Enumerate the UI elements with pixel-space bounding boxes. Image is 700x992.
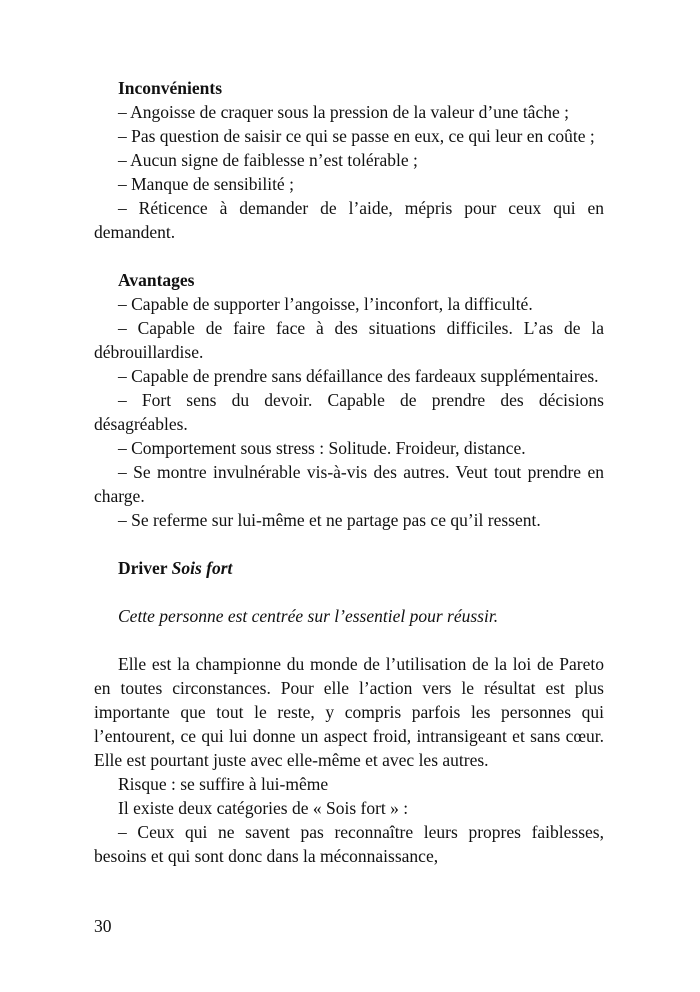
categories-line: Il existe deux catégories de « Sois fort » : [118,798,409,818]
list-item: – Aucun signe de faiblesse n’est tolérable ; [118,150,418,170]
spacer [94,532,604,556]
risk-line: Risque : se suffire à lui-même [118,774,329,794]
list-item: – Se montre invulnérable vis-à-vis des autres. Veut tout prendre en charge. [94,462,604,506]
list-item: – Réticence à demander de l’aide, mépris pour ceux qui en demandent. [94,198,604,242]
list-item: – Pas question de saisir ce qui se passe en eux, ce qui leur en coûte ; [118,126,595,146]
list-item: – Comportement sous stress : Solitude. Froideur, distance. [118,438,526,458]
page-content [94,76,604,868]
list-item: – Manque de sensibilité ; [118,174,294,194]
list-item: – Capable de prendre sans défaillance des fardeaux supplémentaires. [118,366,599,386]
intro-sentence: Cette personne est centrée sur l’essentiel pour réussir. [118,606,499,626]
section-heading-avantages: Avantages [118,270,195,290]
list-item: – Angoisse de craquer sous la pression de la valeur d’une tâche ; [118,102,569,122]
list-item: – Ceux qui ne savent pas reconnaître leurs propres faiblesses, besoins et qui sont donc dans la méconnaissance, [94,822,604,866]
spacer [94,628,604,652]
driver-name: Sois fort [171,558,233,578]
spacer [94,244,604,268]
list-item: – Capable de faire face à des situations difficiles. L’as de la débrouillardise. [94,318,604,362]
body-paragraph: Elle est la championne du monde de l’utilisation de la loi de Pareto en toutes circonstances. Pour elle l’action vers le résultat est plus importante que tout le reste, y compris parfois les personnes qui l’entourent, ce qui lui donne un aspect froid, intransigeant et sans cœur. Elle est pourtant juste avec elle-même et avec les autres. [94,654,604,770]
section-heading-inconvenients: Inconvénients [118,78,223,98]
list-item: – Fort sens du devoir. Capable de prendre des décisions désagréables. [94,390,604,434]
spacer [94,580,604,604]
section-heading-driver [94,556,604,580]
page-number: 30 [94,916,112,936]
list-item: – Se referme sur lui-même et ne partage pas ce qu’il ressent. [118,510,541,530]
list-item: – Capable de supporter l’angoisse, l’inconfort, la difficulté. [118,294,533,314]
driver-prefix: Driver [118,558,168,578]
